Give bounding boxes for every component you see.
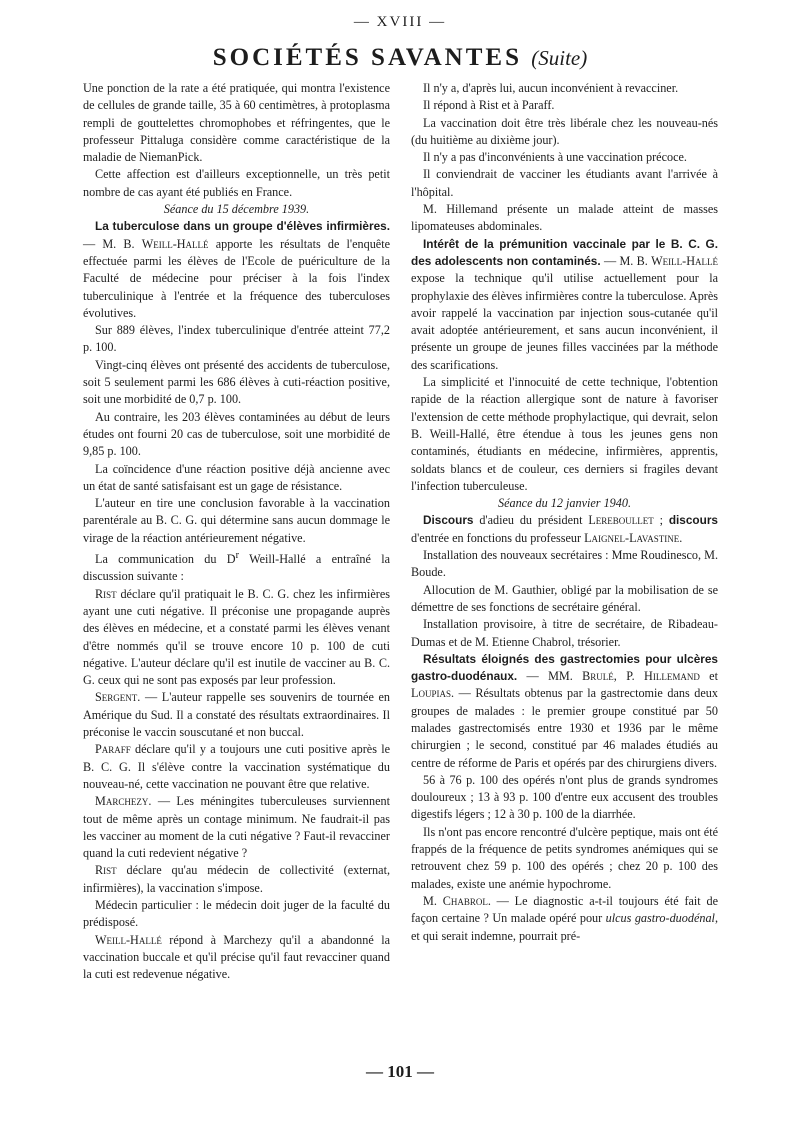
speaker-name: Chabrol. [442,893,491,908]
paragraph: Une ponction de la rate a été pratiquée, qui montra l'existence de cellules de grande taille, 35 à 60 centimètres, à protoplasma rempli de gouttelettes chromophobes et réfringentes, que le professeur Pittaluga considère comme caractéristique de la maladie de NiemanPick. [83,81,390,165]
paragraph: Il n'y a pas d'inconvénients à une vaccination précoce. [423,150,687,165]
paragraph: Installation des nouveaux secrétaires : Mme Roudinesco, M. Boude. [411,548,718,580]
paragraph: Il conviendrait de vacciner les étudiants avant l'arrivée à l'hôpital. [411,167,718,199]
paragraph: La communication du $D^r$ Weill-Hallé a entraîné la discussion suivante : [83,550,390,584]
paragraph-chabrol: M. Chabrol. — Le diagnostic a-t-il toujours été fait de façon certaine ? Un malade opéré pour ulcus gastro-duodénal, et qui serait indemne, pourrait pré- [411,893,718,943]
speaker-name: Paraff [95,742,131,757]
paragraph-rist: Rist déclare qu'il pratiquait le B. C. G. chez les infirmières ayant une cuti négative. Il préconise une propagande auprès des élèves en médecine, et a constaté parmi les élèves venant d'être nommés qu'il se trouve encore 10 p. 100 de cuti négative. L'auteur déclare qu'il est inutile de vacciner au B. C. G. ceux qui ne sont pas exposés par leur profession. [83,586,390,688]
speaker-name: Weill-Hallé [95,932,162,947]
paragraph: La coïncidence d'une réaction positive déjà ancienne avec un état de santé satisfaisant est un gage de résistance. [83,461,390,493]
session-heading: Séance du 12 janvier 1940. [497,496,631,511]
left-column [83,80,390,984]
paragraph: 56 à 76 p. 100 des opérés n'ont plus de grands syndromes douloureux ; 13 à 93 p. 100 d'entre eux accusent des troubles digestifs légers ; 12 à 30 p. 100 de la diarrhée. [411,772,718,822]
paragraph: Ils n'ont pas encore rencontré d'ulcère peptique, mais ont été frappés de la fréquence de petits syndromes anémiques qui se retrouvent chez 59 p. 100 des opérés ; chez 20 p. 100 des malades, existe une anémie hypochrome. [411,824,718,891]
paragraph-tuberculose: La tuberculose dans un groupe d'élèves infirmières. — M. B. Weill-Hallé apporte les résultats de l'enquête effectuée parmi les élèves de l'Ecole de puériculture de la Faculté de médecine pour préciser à la fois l'index tuberculinique à l'entrée et la fréquence des tuberculoses évolutives. [83,219,390,320]
author-name: Weill-Hallé [141,236,209,251]
title-suite: (Suite) [531,46,588,70]
paragraph: Il répond à Rist et à Paraff. [423,98,555,113]
page-number: — 101 — [366,1062,434,1081]
session-heading: Séance du 15 décembre 1939. [163,202,310,217]
right-column [411,80,718,945]
paragraph: Il n'y a, d'après lui, aucun inconvénient à revacciner. [423,81,679,95]
paragraph-weill-halle: Weill-Hallé répond à Marchezy qu'il a abandonné la vaccination buccale et qu'il précise qu'il faut revacciner quand la cuti est redevenue négative. [83,932,390,982]
paragraph: Installation provisoire, à titre de secrétaire, de Ribadeau-Dumas et de M. Etienne Chabrol, trésorier. [411,617,718,649]
author-name: Weill-Hallé [651,253,718,268]
communication-title: La tuberculose dans un groupe d'élèves infirmières. [95,219,390,234]
paragraph-discours: Discours d'adieu du président Lereboullet ; discours d'entrée en fonctions du professeur Laignel-Lavastine. [411,513,718,545]
communication-title: Résultats éloignés des gastrectomies pour ulcères gastro-duodénaux. [411,651,718,684]
paragraph-gastrectomies: Résultats éloignés des gastrectomies pour ulcères gastro-duodénaux. — MM. Brulé, P. Hillemand et Loupias. — Résultats obtenus par la gastrectomie dans deux groupes de malades : le premier groupe constitué par 50 malades gastrectomisés entre 1930 et 1936 par le même chirurgien ; le second, constitué par 46 malades étudiés au centre de réforme de Paris et opérés par des chirurgiens divers. [411,651,718,770]
paragraph: M. Hillemand présente un malade atteint de masses lipomateuses abdominales. [411,202,718,234]
paragraph: Allocution de M. Gauthier, obligé par la mobilisation de se démettre de ses fonctions de secrétaire général. [411,582,718,614]
speaker-name: Marchezy. [95,794,152,809]
speaker-name: Sergent. [95,690,141,705]
speaker-name: Rist [95,586,117,601]
paragraph: Vingt-cinq élèves ont présenté des accidents de tuberculose, soit 5 seulement parmi les 686 élèves à cuti-réaction positive, soit une morbidité de 0,7 p. 100. [83,357,390,407]
paragraph-paraff: Paraff déclare qu'il y a toujours une cuti positive après le B. C. G. Il s'élève contre la vaccination systématique du nouveau-né, cette vaccination ne pouvant être que relative. [83,742,390,791]
paragraph-marchezy: Marchezy. — Les méningites tuberculeuses surviennent tout de même après un contage minimum. Ne faudrait-il pas les vacciner au moment de la cuti négative ? Faut-il revacciner quand la cuti redevient négative ? [83,794,390,861]
page-title [0,44,800,72]
paragraph: Sur 889 élèves, l'index tuberculinique d'entrée atteint 77,2 p. 100. [83,323,390,355]
paragraph-rist-2: Rist déclare qu'au médecin de collectivité (externat, infirmières), la vaccination s'impose. [83,863,390,895]
paragraph: Au contraire, les 203 élèves contaminées au début de leurs études ont fourni 20 cas de tuberculose, soit une morbidité de 9,85 p. 100. [83,409,390,459]
paragraph: L'auteur en tire une conclusion favorable à la vaccination parentérale au B. C. G. qui détermine sans aucun dommage le virage de la réaction antérieurement négative. [83,496,390,545]
speaker-name: Rist [95,863,117,878]
paragraph-premunition: Intérêt de la prémunition vaccinale par le B. C. G. des adolescents non contaminés. — M. B. Weill-Hallé expose la technique qu'il utilise actuellement pour la prophylaxie des élèves infirmières contre la tuberculose. Après avoir rappelé la vaccination par injection sous-cutanée qu'il avait adoptée antérieurement, et sans aucun inconvénient, il présente un groupe de jeunes filles vaccinées par la méthode des scarifications. [411,236,718,372]
paragraph-sergent: Sergent. — L'auteur rappelle ses souvenirs de tournée en Amérique du Sud. Il a constaté des résultats extraordinaires. Il préconise le vaccin souscutané et non buccal. [83,690,390,740]
paragraph: La simplicité et l'innocuité de cette technique, l'obtention rapide de la réaction allergique sont de nature à favoriser l'extension de cette méthode prophylactique, qui devrait, selon B. Weill-Hallé, être étendue à tous les jeunes gens non contaminés, étudiants en médecine, infirmières, apprentis, soldats blancs et de couleur, ces derniers si fragiles devant l'infection tuberculeuse. [411,375,718,493]
paragraph: Médecin particulier : le médecin doit juger de la faculté du prédisposé. [83,898,390,930]
paragraph: Cette affection est d'ailleurs exceptionnelle, un très petit nombre de cas ayant été publiés en France. [83,167,390,199]
title-main: SOCIÉTÉS SAVANTES [212,44,522,71]
paragraph: La vaccination doit être très libérale chez les nouveau-nés (du huitième au dixième jour). [411,115,718,147]
communication-title: Intérêt de la prémunition vaccinale par le B. C. G. des adolescents non contaminés. [411,236,718,268]
page-roman-numeral: — XVIII — [353,14,447,30]
